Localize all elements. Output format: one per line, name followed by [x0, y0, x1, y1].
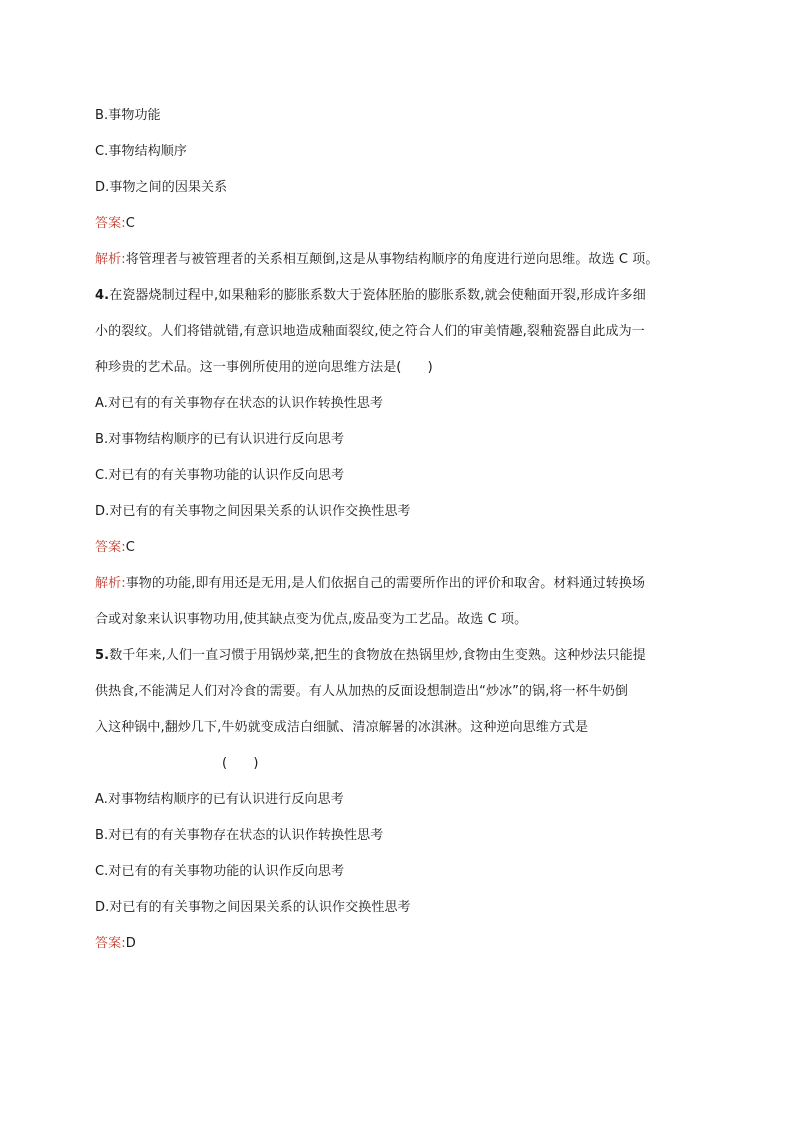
q5-stem-line-2: 供热食,不能满足人们对冷食的需要。有人从加热的反面设想制造出“炒冰”的锅,将一杯牛奶倒 — [95, 684, 629, 699]
q4-option-d: D.对已有的有关事物之间因果关系的认识作交换性思考 — [95, 504, 411, 519]
q3-analysis — [95, 251, 658, 269]
analysis-label: 解析: — [95, 252, 126, 267]
q5-stem-line-3: 入这种锅中,翻炒几下,牛奶就变成洁白细腻、清凉解暑的冰淇淋。这种逆向思维方式是 — [95, 720, 589, 735]
q4-option-b: B.对事物结构顺序的已有认识进行反向思考 — [95, 432, 345, 447]
q4-option-a: A.对已有的有关事物存在状态的认识作转换性思考 — [95, 396, 384, 411]
q5-option-d: D.对已有的有关事物之间因果关系的认识作交换性思考 — [95, 900, 411, 915]
answer-value: D — [125, 936, 136, 951]
question-number: 5. — [95, 648, 110, 663]
answer-label: 答案: — [95, 540, 126, 555]
q5-answer-paren: ( ) — [222, 756, 259, 771]
q5-option-c: C.对已有的有关事物功能的认识作反向思考 — [95, 864, 345, 879]
answer-value: C — [125, 540, 135, 555]
stem-text: 在瓷器烧制过程中,如果釉彩的膨胀系数大于瓷体胚胎的膨胀系数,就会使釉面开裂,形成许多细 — [109, 288, 646, 303]
q4-analysis-line-2: 合或对象来认识事物功用,使其缺点变为优点,废品变为工艺品。故选 C 项。 — [95, 612, 528, 627]
q4-option-c: C.对已有的有关事物功能的认识作反向思考 — [95, 468, 345, 483]
q3-option-c: C.事物结构顺序 — [95, 144, 188, 159]
question-number: 4. — [95, 288, 110, 303]
q4-answer — [95, 539, 135, 557]
q3-option-b: B.事物功能 — [95, 108, 161, 123]
answer-label: 答案: — [95, 216, 126, 231]
q5-answer — [95, 935, 136, 953]
q4-stem-line-1 — [95, 287, 646, 305]
analysis-text: 将管理者与被管理者的关系相互颠倒,这是从事物结构顺序的角度进行逆向思维。故选 C 项。 — [125, 252, 659, 267]
q3-option-d: D.事物之间的因果关系 — [95, 180, 228, 195]
q5-option-a: A.对事物结构顺序的已有认识进行反向思考 — [95, 792, 344, 807]
q4-analysis-line-1 — [95, 575, 645, 593]
answer-label: 答案: — [95, 936, 126, 951]
q4-stem-line-2: 小的裂纹。人们将错就错,有意识地造成釉面裂纹,使之符合人们的审美情趣,裂釉瓷器自此成为一 — [95, 324, 645, 339]
q3-answer — [95, 215, 135, 233]
stem-text: 数千年来,人们一直习惯于用锅炒菜,把生的食物放在热锅里炒,食物由生变熟。这种炒法只能提 — [109, 648, 646, 663]
q4-stem-line-3: 种珍贵的艺术品。这一事例所使用的逆向思维方法是( ) — [95, 360, 433, 375]
analysis-text: 事物的功能,即有用还是无用,是人们依据自己的需要所作出的评价和取舍。材料通过转换场 — [125, 576, 646, 591]
answer-value: C — [125, 216, 135, 231]
analysis-label: 解析: — [95, 576, 126, 591]
q5-stem-line-1 — [95, 647, 646, 665]
q5-option-b: B.对已有的有关事物存在状态的认识作转换性思考 — [95, 828, 384, 843]
